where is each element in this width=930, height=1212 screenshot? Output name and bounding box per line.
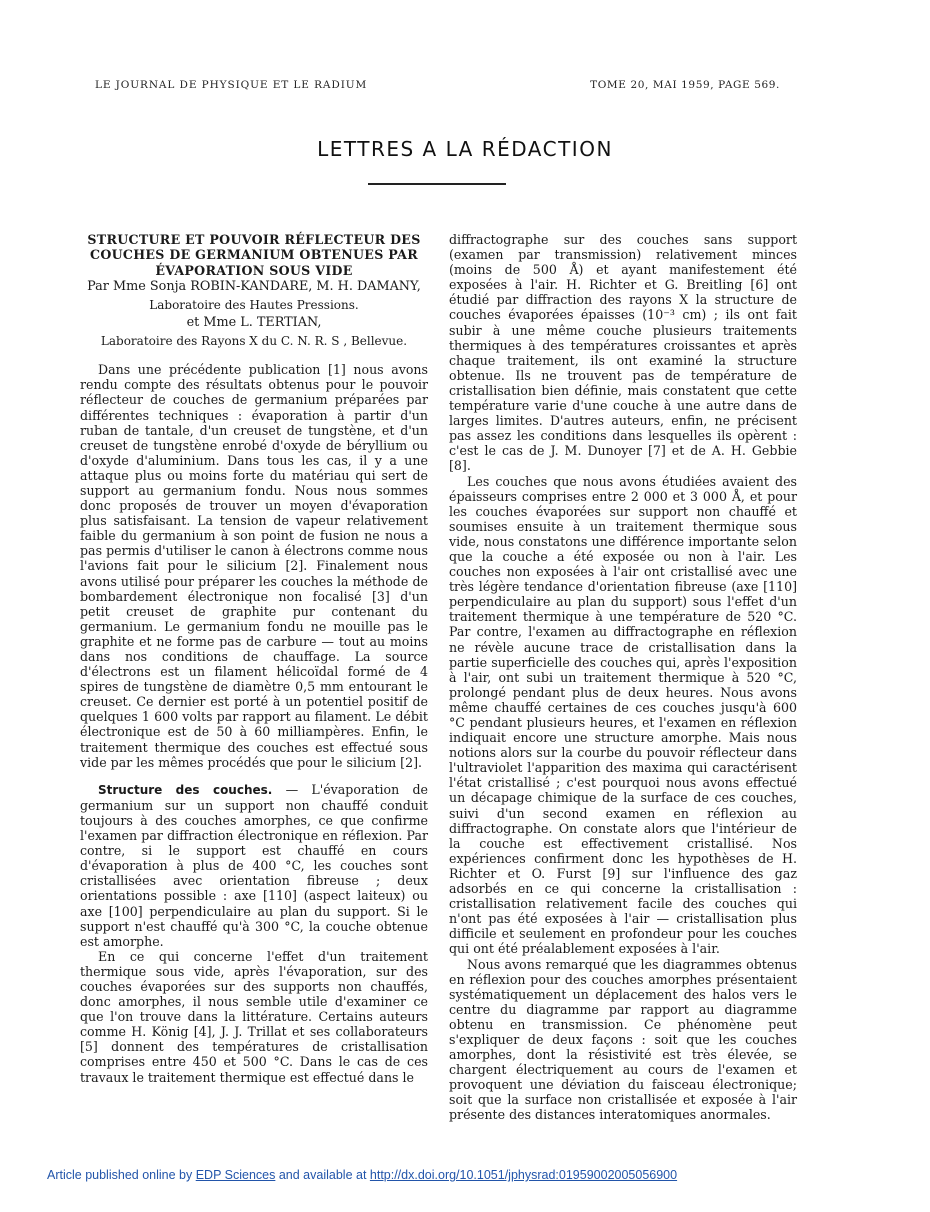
paragraph-thermal: En ce qui concerne l'effet d'un traitement thermique sous vide, après l'évaporation, sur des couches évaporées sur des supports non chauffés, donc amorphes, il nous semble utile d'examiner ce que l'on trouve dans la littérature. Certains auteurs comme H. König [4], J. J. Trillat et ses collaborateurs [5] donnent des températures de cristallisation comprises entre 450 et 500 °C. Dans le cas de ces travaux le traitement thermique est effectué dans le [80,948,428,1085]
paragraph-right-1: diffractographe sur des couches sans support (examen par transmission) relativement minces (moins de 500 Å) et ayant manifestement été exposées à l'air. H. Richter et G. Breitling [6] ont étudié par diffraction des rayons X la structure de couches évaporées épaisses (10⁻³ cm) ; ils ont fait subir à une même couche plusieurs traitements thermiques à des températures croissantes et après chaque traitement, ils ont examiné la structure obtenue. Ils ne trouvent pas de température de cristallisation bien définie, mais constatent que cette température varie d'une couche à une autre dans de larges limites. D'autres auteurs, enfin, ne précisent pas assez les conditions dans lesquelles ils opèrent : c'est le cas de J. M. Dunoyer [7] et de A. H. Gebbie [8]. [449,232,797,474]
doi-link[interactable]: http://dx.doi.org/10.1051/jphysrad:01959002005056900 [369,1168,678,1182]
article-title: STRUCTURE ET POUVOIR RÉFLECTEUR DES COUCHES DE GERMANIUM OBTENUES PAR ÉVAPORATION SOUS VIDE [87,232,421,278]
authors-line-2: et Mme L. TERTIAN, [186,315,322,331]
structure-heading: Structure des couches. [98,782,273,797]
section-title: LETTRES A LA RÉDACTION [317,137,613,161]
publisher-link[interactable]: EDP Sciences [195,1168,276,1182]
title-rule [368,183,506,185]
footer-prefix: Article published online by [47,1168,196,1182]
footer [47,1168,677,1182]
paragraph-right-3: Nous avons remarqué que les diagrammes obtenus en réflexion pour des couches amorphes présentaient systématiquement un déplacement des halos vers le centre du diagramme par rapport au diagramme obtenu en transmission. Ce phénomène peut s'expliquer de deux façons : soit que les couches amorphes, dont la résistivité est très élevée, se chargent électriquement au cours de l'examen et provoquent une déviation du faisceau électronique; soit que la surface non cristallisée et exposée à l'air présente des distances interatomiques anormales. [449,956,797,1123]
paragraph-structure [80,782,428,949]
structure-text: — L'évaporation de germanium sur un support non chauffé conduit toujours à des couches amorphes, ce que confirme l'examen par diffraction électronique en réflexion. Par contre, si le support est chauffé en cours d'évaporation à plus de 400 °C, les couches sont cristallisées avec orientation fibreuse ; deux orientations possible : axe [110] (aspect laiteux) ou axe [100] perpendiculaire au plan du support. Si le support n'est chauffé qu'à 300 °C, la couche obtenue est amorphe. [80,781,428,949]
affiliation-2: Laboratoire des Rayons X du C. N. R. S , Bellevue. [100,334,408,349]
running-head [95,79,780,91]
right-column [449,232,797,1123]
authors-line-1: Par Mme Sonja ROBIN-KANDARE, M. H. DAMANY, [87,279,421,295]
footer-middle: and available at [275,1168,370,1182]
affiliation-1: Laboratoire des Hautes Pressions. [149,298,359,313]
issue-info: TOME 20, MAI 1959, PAGE 569. [590,79,780,91]
left-column [80,232,428,1085]
paragraph-intro: Dans une précédente publication [1] nous avons rendu compte des résultats obtenus pour le pouvoir réflecteur de couches de germanium préparées par différentes techniques : évaporation à partir d'un ruban de tantale, d'un creuset de tungstène, et d'un creuset de tungstène enrobé d'oxyde de béryllium ou d'oxyde d'aluminium. Dans tous les cas, il y a une attaque plus ou moins forte du matériau qui sert de support au germanium fondu. Nous nous sommes donc proposés de trouver un moyen d'évaporation plus satisfaisant. La tension de vapeur relativement faible du germanium à son point de fusion ne nous a pas permis d'utiliser le canon à électrons comme nous l'avions fait pour le silicium [2]. Finalement nous avons utilisé pour préparer les couches la méthode de bombardement électronique non focalisé [3] d'un petit creuset de graphite pur contenant du germanium. Le germanium fondu ne mouille pas le graphite et ne forme pas de carbure — tout au moins dans nos conditions de chauffage. La source d'électrons est un filament hélicoïdal formé de 4 spires de tungstène de diamètre 0,5 mm entourant le creuset. Ce dernier est porté à un potentiel positif de quelques 1 600 volts par rapport au filament. Le débit électronique est de 50 à 60 milliampères. Enfin, le traitement thermique des couches est effectué sous vide par les mêmes procédés que pour le silicium [2]. [80,362,428,770]
journal-name: LE JOURNAL DE PHYSIQUE ET LE RADIUM [95,79,368,91]
paragraph-right-2: Les couches que nous avons étudiées avaient des épaisseurs comprises entre 2 000 et 3 000 Å, et pour les couches évaporées sur support non chauffé et soumises ensuite à un traitement thermique sous vide, nous constatons une différence importante selon que la couche a été exposée ou non à l'air. Les couches non exposées à l'air ont cristallisé avec une très légère tendance d'orientation fibreuse (axe [110] perpendiculaire au plan du support) sous l'effet d'un traitement thermique à une température de 520 °C. Par contre, l'examen au diffractographe en réflexion ne révèle aucune trace de cristallisation dans la partie superficielle des couches qui, après l'exposition à l'air, ont subi un traitement thermique à 520 °C, prolongé pendant plus de deux heures. Nous avons même chauffé certaines de ces couches jusqu'à 600 °C pendant plusieurs heures, et l'examen en réflexion indiquait encore une structure amorphe. Mais nous notions alors sur la courbe du pouvoir réflecteur dans l'ultraviolet l'apparition des maxima qui caractérisent l'état cristallisé ; c'est pourquoi nous avons effectué un décapage chimique de la surface de ces couches, suivi d'un second examen en réflexion au diffractographe. On constate alors que l'intérieur de la couche est effectivement cristallisé. Nos expériences confirment donc les hypothèses de H. Richter et O. Furst [9] sur l'influence des gaz adsorbés en ce qui concerne la cristallisation : cristallisation relativement facile des couches qui n'ont pas été exposées à l'air — cristallisation plus difficile et seulement en profondeur pour les couches qui ont été préalablement exposées à l'air. [449,473,797,957]
